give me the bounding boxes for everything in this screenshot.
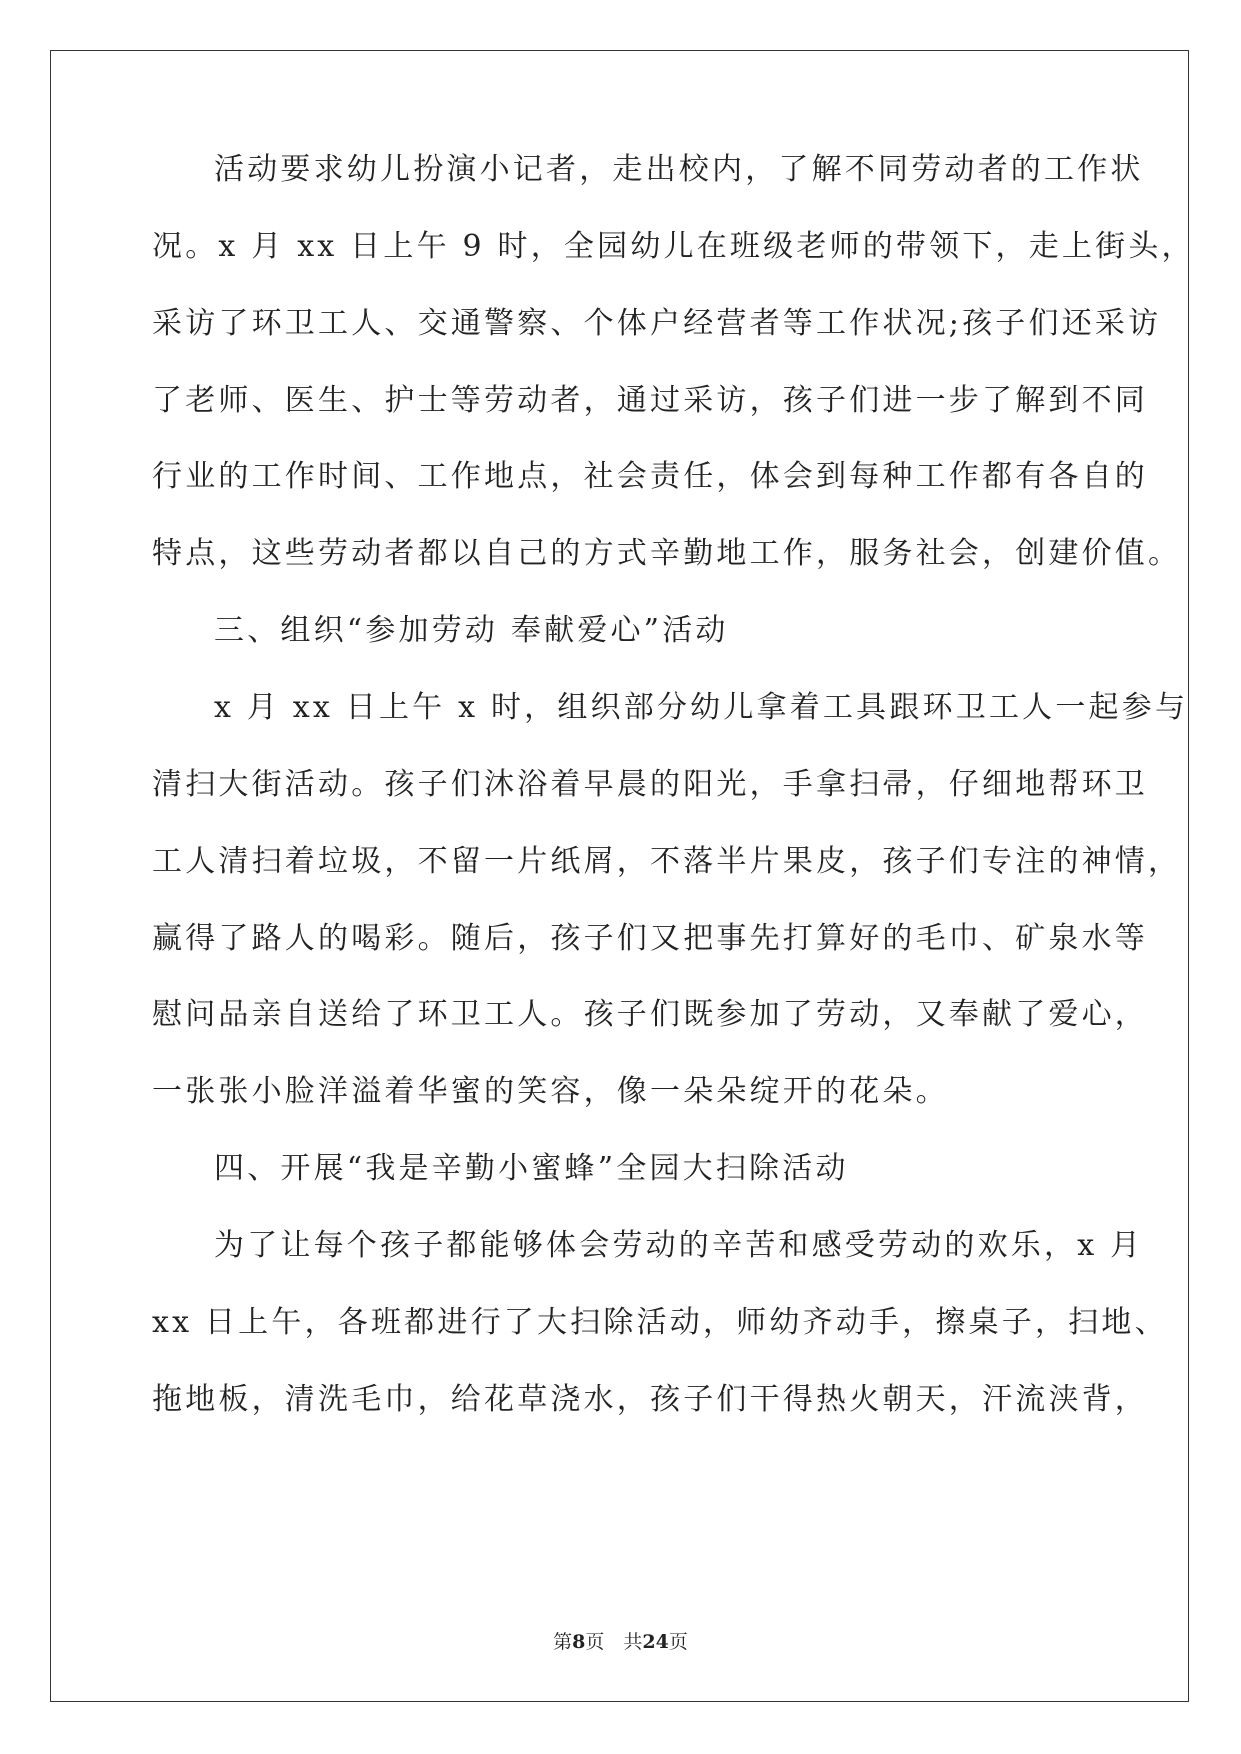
text-line: 采访了环卫工人、交通警察、个体户经营者等工作状况;孩子们还采访 bbox=[152, 306, 1162, 341]
current-page-number: 8 bbox=[572, 1631, 586, 1653]
text-line: 为了让每个孩子都能够体会劳动的辛苦和感受劳动的欢乐，x 月 bbox=[214, 1228, 1144, 1263]
text-line: x 月 xx 日上午 x 时，组织部分幼儿拿着工具跟环卫工人一起参与 bbox=[214, 690, 1189, 725]
text-line: 了老师、医生、护士等劳动者，通过采访，孩子们进一步了解到不同 bbox=[152, 383, 1148, 418]
section-heading: 四、开展“我是辛勤小蜜蜂”全园大扫除活动 bbox=[214, 1151, 849, 1186]
section-heading: 三、组织“参加劳动 奉献爱心”活动 bbox=[214, 613, 729, 648]
text-line: xx 日上午，各班都进行了大扫除活动，师幼齐动手，擦桌子，扫地、 bbox=[152, 1305, 1168, 1340]
text-line: 特点，这些劳动者都以自己的方式辛勤地工作，服务社会，创建价值。 bbox=[152, 536, 1182, 571]
page-footer bbox=[0, 1630, 1241, 1654]
text-line: 拖地板，清洗毛巾，给花草浇水，孩子们干得热火朝天，汗流浃背， bbox=[152, 1382, 1148, 1417]
footer-suffix: 页 bbox=[668, 1631, 688, 1653]
total-page-count: 24 bbox=[642, 1631, 669, 1653]
text-line: 行业的工作时间、工作地点，社会责任，体会到每种工作都有各自的 bbox=[152, 459, 1148, 494]
text-line: 清扫大街活动。孩子们沐浴着早晨的阳光，手拿扫帚，仔细地帮环卫 bbox=[152, 767, 1148, 802]
text-line: 慰问品亲自送给了环卫工人。孩子们既参加了劳动，又奉献了爱心， bbox=[152, 997, 1148, 1032]
text-line: 况。x 月 xx 日上午 9 时，全园幼儿在班级老师的带领下，走上街头， bbox=[152, 229, 1195, 264]
text-line: 活动要求幼儿扮演小记者，走出校内，了解不同劳动者的工作状 bbox=[214, 152, 1144, 187]
footer-middle: 页 共 bbox=[585, 1631, 643, 1653]
text-line: 一张张小脸洋溢着华蜜的笑容，像一朵朵绽开的花朵。 bbox=[152, 1074, 949, 1109]
footer-prefix: 第 bbox=[553, 1631, 573, 1653]
text-line: 工人清扫着垃圾，不留一片纸屑，不落半片果皮，孩子们专注的神情， bbox=[152, 844, 1182, 879]
text-line: 赢得了路人的喝彩。随后，孩子们又把事先打算好的毛巾、矿泉水等 bbox=[152, 921, 1148, 956]
